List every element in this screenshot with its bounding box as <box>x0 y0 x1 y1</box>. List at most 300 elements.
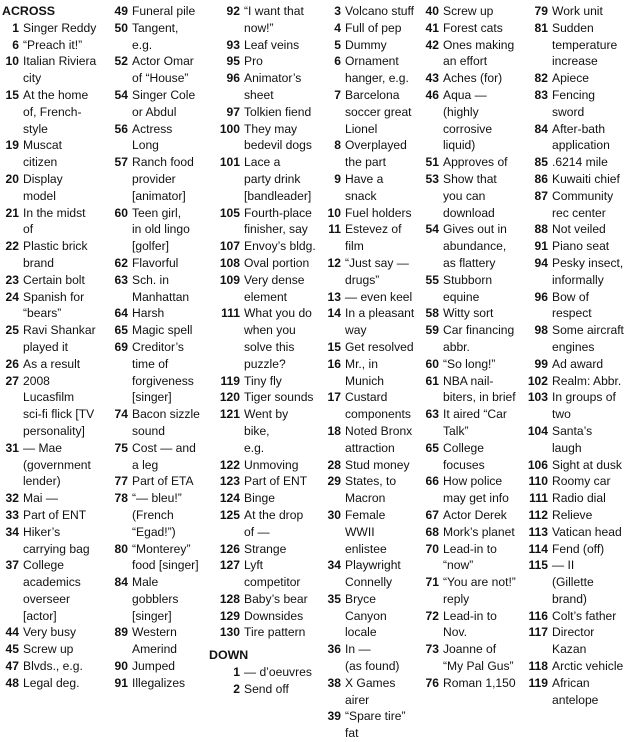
clue-text-line: gobblers <box>132 591 179 606</box>
clue <box>2 37 106 54</box>
clue-text <box>345 708 418 742</box>
clue-text-line: Amerind <box>132 642 178 657</box>
clue-number: 130 <box>219 625 240 640</box>
clue-column-2 <box>108 3 208 692</box>
clue-text <box>244 473 316 490</box>
clue-text <box>443 171 521 221</box>
clue-number: 20 <box>5 171 19 186</box>
clue <box>316 507 418 557</box>
clue-text-line: Playwright <box>345 558 401 573</box>
clue <box>316 473 418 507</box>
clue-text <box>443 37 521 71</box>
clue-text <box>345 641 418 675</box>
clue-text-line: In groups of <box>552 390 616 405</box>
clue-text-line: Part of ETA <box>132 474 194 489</box>
clue-number: 41 <box>425 20 439 35</box>
clue-text-line: Kazan <box>552 642 587 657</box>
clue-text <box>552 255 625 289</box>
clue-text-line: Not veiled <box>552 222 606 237</box>
clue-number: 34 <box>5 524 19 539</box>
clue-text <box>443 524 521 541</box>
clue <box>418 171 521 221</box>
clue-number: 120 <box>219 390 240 405</box>
clue-text <box>132 624 208 658</box>
clue-text <box>244 104 316 121</box>
clue-text <box>345 171 418 205</box>
clue <box>418 641 521 675</box>
clue-text-line: Plastic brick <box>23 239 88 254</box>
clue-text <box>132 205 208 255</box>
clue-text-line: Some aircraft <box>552 323 624 338</box>
clue-number: 103 <box>527 390 548 405</box>
clue <box>521 70 625 87</box>
clue-text-line: attraction <box>345 440 395 455</box>
clue-text-line: Teen girl, <box>132 205 182 220</box>
clue-text-line: Sight at dusk <box>552 457 622 472</box>
clue-text-line: in old lingo <box>132 222 190 237</box>
clue-text-line: temperature <box>552 37 618 52</box>
clue <box>2 507 106 524</box>
clue <box>418 574 521 608</box>
clue-text <box>244 541 316 558</box>
clue <box>2 205 106 239</box>
clue-number: 16 <box>327 356 341 371</box>
clue-text <box>132 541 208 575</box>
clue <box>418 608 521 642</box>
clue-number: 122 <box>219 457 240 472</box>
clue-number: 39 <box>327 709 341 724</box>
clue-text <box>23 557 106 624</box>
clue <box>418 507 521 524</box>
clue-text-line: “Monterey” <box>132 541 191 556</box>
clue-text-line: fat <box>345 726 359 741</box>
clue-text-line: Arctic vehicle <box>552 659 624 674</box>
clue-text-line: Western <box>132 625 177 640</box>
clue <box>209 272 316 306</box>
clue-text-line: Barcelona <box>345 87 400 102</box>
clue-text-line: now!” <box>244 20 274 35</box>
clue <box>108 3 208 20</box>
clue-number: 28 <box>327 457 341 472</box>
clue <box>316 3 418 20</box>
clue-text <box>443 3 521 20</box>
clue-text <box>23 490 106 507</box>
clue-text <box>345 289 418 306</box>
clue-text-line: e.g. <box>244 440 265 455</box>
clue <box>316 389 418 423</box>
clue-text <box>443 373 521 407</box>
clue <box>418 221 521 271</box>
clue-text <box>345 305 418 339</box>
clue-text-line: Sch. in <box>132 272 169 287</box>
clue-text-line: College <box>23 558 65 573</box>
clue-number: 72 <box>425 608 439 623</box>
clue-text <box>345 473 418 507</box>
clue-text-line: when you <box>244 323 296 338</box>
clue-number: 19 <box>5 138 19 153</box>
clue-number: 111 <box>529 491 548 506</box>
clue-text-line: Gives out in <box>443 222 507 237</box>
clue-text-line: “Spare tire” <box>345 709 406 724</box>
clue-text-line: Spanish for <box>23 289 85 304</box>
clue <box>316 205 418 222</box>
clue-text-line: Apiece <box>552 71 589 86</box>
clue-text-line: Full of pep <box>345 20 402 35</box>
clue-text-line: Creditor’s <box>132 339 184 354</box>
clue <box>521 423 625 457</box>
clue-text-line: Very dense <box>244 272 305 287</box>
clue-number: 18 <box>327 423 341 438</box>
clue-number: 88 <box>534 222 548 237</box>
clue-text <box>552 238 625 255</box>
clue <box>2 20 106 37</box>
clue-number: 94 <box>534 255 548 270</box>
clue-text <box>345 20 418 37</box>
clue-text <box>244 624 316 641</box>
clue <box>316 423 418 457</box>
clue-text <box>23 272 106 289</box>
clue-number: 6 <box>12 37 19 52</box>
clue-number: 1 <box>233 665 240 680</box>
clue-text-line: Strange <box>244 541 287 556</box>
clue <box>316 171 418 205</box>
clue <box>316 339 418 356</box>
clue-text-line: brand <box>23 255 54 270</box>
clue-text <box>23 322 106 356</box>
clue <box>209 37 316 54</box>
clue-number: 30 <box>327 507 341 522</box>
clue-text-line: Magic spell <box>132 323 193 338</box>
clue-text-line: Forest cats <box>443 20 503 35</box>
clue <box>2 171 106 205</box>
clue-text <box>23 205 106 239</box>
clue-text-line: Downsides <box>244 608 304 623</box>
clue <box>418 305 521 322</box>
clue-number: 129 <box>219 608 240 623</box>
clue <box>209 664 316 681</box>
clue-number: 40 <box>425 4 439 18</box>
clue <box>209 238 316 255</box>
clue-text-line: Macron <box>345 491 386 506</box>
clue-text-line: Italian Riviera <box>23 54 97 69</box>
clue-text <box>244 255 316 272</box>
clue <box>108 440 208 474</box>
clue-number: 54 <box>114 87 128 102</box>
clue <box>108 205 208 255</box>
clue-number: 59 <box>425 323 439 338</box>
clue-text-line: Overplayed <box>345 138 407 153</box>
clue-number: 31 <box>5 440 19 455</box>
clue-number: 90 <box>114 659 128 674</box>
clue <box>2 238 106 272</box>
clue-text <box>244 389 316 406</box>
clue-text-line: “now” <box>443 558 474 573</box>
clue-text <box>345 591 418 641</box>
clue <box>521 608 625 625</box>
clue-text <box>552 121 625 155</box>
clue-text-line: sheet <box>244 87 274 102</box>
clue-text-line: Piano seat <box>552 239 610 254</box>
clue <box>209 205 316 239</box>
clue <box>108 87 208 121</box>
clue-number: 8 <box>334 138 341 153</box>
clue <box>108 675 208 692</box>
clue <box>209 608 316 625</box>
clue <box>521 238 625 255</box>
clue <box>521 490 625 507</box>
clue-text-line: Mai — <box>23 491 58 506</box>
clue-number: 62 <box>114 255 128 270</box>
clue-text-line: an effort <box>443 54 488 69</box>
clue-text <box>345 137 418 171</box>
clue-number: 49 <box>114 4 128 18</box>
clue-text <box>23 53 106 87</box>
clue <box>2 137 106 171</box>
clue-text-line: Estevez of film <box>345 222 402 254</box>
clue-text <box>345 675 418 709</box>
clue <box>108 121 208 155</box>
clue-text-line: African <box>552 675 590 690</box>
clue <box>521 121 625 155</box>
clue-text <box>244 681 316 698</box>
clue-text-line: academics <box>23 575 81 590</box>
clue-number: 91 <box>114 675 128 690</box>
clue-text <box>244 457 316 474</box>
clue-text-line: What you do <box>244 306 312 321</box>
clue-number: 86 <box>534 171 548 186</box>
clue-text-line: “So long!” <box>443 356 496 371</box>
clue-number: 69 <box>114 339 128 354</box>
clue-text <box>345 356 418 390</box>
clue <box>209 3 316 37</box>
clue-text <box>443 608 521 642</box>
clue <box>521 389 625 423</box>
clue-text-line: Roomy car <box>552 474 611 489</box>
clue <box>316 356 418 390</box>
clue-number: 45 <box>5 642 19 657</box>
clue-number: 32 <box>5 491 19 506</box>
clue-text <box>132 53 208 87</box>
clue <box>316 708 418 742</box>
clue-text-line: Radio dial <box>552 491 606 506</box>
clue-text-line: personality] <box>23 423 85 438</box>
clue <box>521 20 625 70</box>
clue-text <box>552 356 625 373</box>
clue-text <box>345 389 418 423</box>
clue <box>209 255 316 272</box>
clue <box>108 322 208 339</box>
clue-text-line: airer <box>345 692 370 707</box>
clue-text-line: “My Pal Gus” <box>443 659 514 674</box>
clue-text <box>345 339 418 356</box>
clue-number: 9 <box>334 171 341 186</box>
clue-text-line: Ornament <box>345 54 399 69</box>
clue-text <box>244 373 316 390</box>
clue-text <box>244 238 316 255</box>
clue-number: 50 <box>114 20 128 35</box>
clue-text-line: After-bath <box>552 121 606 136</box>
clue-text <box>552 289 625 323</box>
clue-text-line: Stubborn <box>443 272 493 287</box>
clue-number: 87 <box>534 188 548 203</box>
clue-text-line: Noted Bronx <box>345 423 413 438</box>
clue <box>521 3 625 20</box>
clue-text-line: As a result <box>23 356 81 371</box>
clue-number: 84 <box>114 575 128 590</box>
clue-text-line: Singer Cole <box>132 87 196 102</box>
clue <box>2 87 106 137</box>
clue <box>418 440 521 474</box>
clue <box>108 339 208 406</box>
clue-text-line: 2008 <box>23 373 50 388</box>
clue <box>2 490 106 507</box>
clue <box>2 557 106 624</box>
clue-text <box>244 3 316 37</box>
clue-text-line: — II <box>552 558 575 573</box>
clue-text-line: corrosive <box>443 121 493 136</box>
clue-number: 92 <box>226 4 240 18</box>
clue <box>521 154 625 171</box>
clue-number: 112 <box>528 507 548 522</box>
clue-number: 93 <box>226 37 240 52</box>
clue <box>2 524 106 558</box>
clue <box>521 507 625 524</box>
clue <box>2 322 106 356</box>
clue-text <box>23 289 106 323</box>
clue-text-line: of <box>23 222 34 237</box>
clue-text-line: Colt’s father <box>552 608 617 623</box>
clue-text-line: Blvds., e.g. <box>23 659 83 674</box>
clue-number: 107 <box>219 239 240 254</box>
clue-text-line: Fencing <box>552 87 596 102</box>
clue-text-line: Ranch food <box>132 155 194 170</box>
clue <box>209 154 316 204</box>
clue-text-line: abbr. <box>443 339 470 354</box>
clue-text-line: Lead-in to <box>443 608 497 623</box>
clue-text-line: Display <box>23 171 63 186</box>
clue-number: 123 <box>219 474 240 489</box>
clue-text <box>132 255 208 272</box>
clue-number: 78 <box>114 491 128 506</box>
clue-number: 96 <box>226 71 240 86</box>
clue-text-line: Car financing <box>443 323 515 338</box>
clue-number: 54 <box>425 222 439 237</box>
clue-number: 105 <box>219 205 240 220</box>
clue-number: 114 <box>528 541 548 556</box>
clue-text <box>132 121 208 155</box>
clue-text-line: Muscat <box>23 138 62 153</box>
clue-text-line: [singer] <box>132 390 172 405</box>
clue-text-line: Jumped <box>132 659 176 674</box>
clue-text-line: biters, in brief <box>443 390 516 405</box>
clue <box>418 356 521 373</box>
clue-text <box>552 658 625 675</box>
clue-text-line: “— bleu!” <box>132 491 182 506</box>
clue-text <box>552 70 625 87</box>
clue-text-line: equine <box>443 289 480 304</box>
clue-text-line: Roman 1,150 <box>443 675 516 690</box>
clue <box>521 188 625 222</box>
clue-number: 82 <box>534 71 548 86</box>
clue-text <box>552 154 625 171</box>
clue-text-line: Fourth-place <box>244 205 312 220</box>
clue-text <box>132 473 208 490</box>
clue <box>418 87 521 154</box>
clue-text <box>23 440 106 490</box>
clue-text-line: “I want that <box>244 4 304 18</box>
clue-number: 75 <box>114 440 128 455</box>
clue <box>108 406 208 440</box>
clue-text <box>552 389 625 423</box>
clue-text-line: States, to <box>345 474 397 489</box>
clue-number: 83 <box>534 87 548 102</box>
clue <box>209 406 316 456</box>
clue-text <box>443 507 521 524</box>
clue <box>418 154 521 171</box>
clue-number: 115 <box>528 558 548 573</box>
clue-text <box>552 87 625 121</box>
clue-text-line: Approves of <box>443 155 508 170</box>
clue-text-line: (highly <box>443 104 479 119</box>
clue-text-line: forgiveness <box>132 373 194 388</box>
clue <box>209 121 316 155</box>
clue-number: 10 <box>327 205 341 220</box>
clue-number: 74 <box>114 407 128 422</box>
clue-text-line: Part of ENT <box>23 507 87 522</box>
clue <box>316 641 418 675</box>
clue-text-line: Envoy’s bldg. <box>244 239 316 254</box>
clue-text-line: style <box>23 121 48 136</box>
clue-text <box>552 541 625 558</box>
clue-number: 23 <box>5 272 19 287</box>
clue-text <box>132 20 208 54</box>
clue-number: 15 <box>5 87 19 102</box>
clue <box>209 305 316 372</box>
clue <box>521 557 625 607</box>
section-heading-across: ACROSS <box>2 4 56 18</box>
clue <box>316 457 418 474</box>
clue-number: 85 <box>534 155 548 170</box>
clue-number: 80 <box>114 541 128 556</box>
clue-text-line: abundance, <box>443 239 507 254</box>
clue-number: 38 <box>327 675 341 690</box>
clue <box>316 305 418 339</box>
clue-text-line: “Just say — <box>345 255 409 270</box>
clue-text-line: Legal deg. <box>23 675 80 690</box>
clue-number: 63 <box>114 272 128 287</box>
clue-text-line: Tiger sounds <box>244 390 314 405</box>
clue-text-line: How police <box>443 474 503 489</box>
clue-text-line: Leaf veins <box>244 37 300 52</box>
clue-number: 3 <box>334 4 341 18</box>
clue <box>2 272 106 289</box>
clue <box>2 289 106 323</box>
clue-text <box>443 574 521 608</box>
clue <box>2 356 106 373</box>
clue-text-line: Relieve <box>552 507 593 522</box>
clue-number: 14 <box>327 306 341 321</box>
clue-text-line: Lyft <box>244 558 264 573</box>
clue <box>521 87 625 121</box>
clue-text-line: “You are not!” <box>443 575 516 590</box>
clue-text-line: focuses <box>443 457 485 472</box>
clue-text-line: Dummy <box>345 37 387 52</box>
clue-text-line: city <box>23 71 42 86</box>
clue-number: 108 <box>219 255 240 270</box>
clue-text-line: overseer <box>23 591 71 606</box>
clue-text-line: lender) <box>23 474 61 489</box>
clue-text-line: party drink <box>244 171 301 186</box>
